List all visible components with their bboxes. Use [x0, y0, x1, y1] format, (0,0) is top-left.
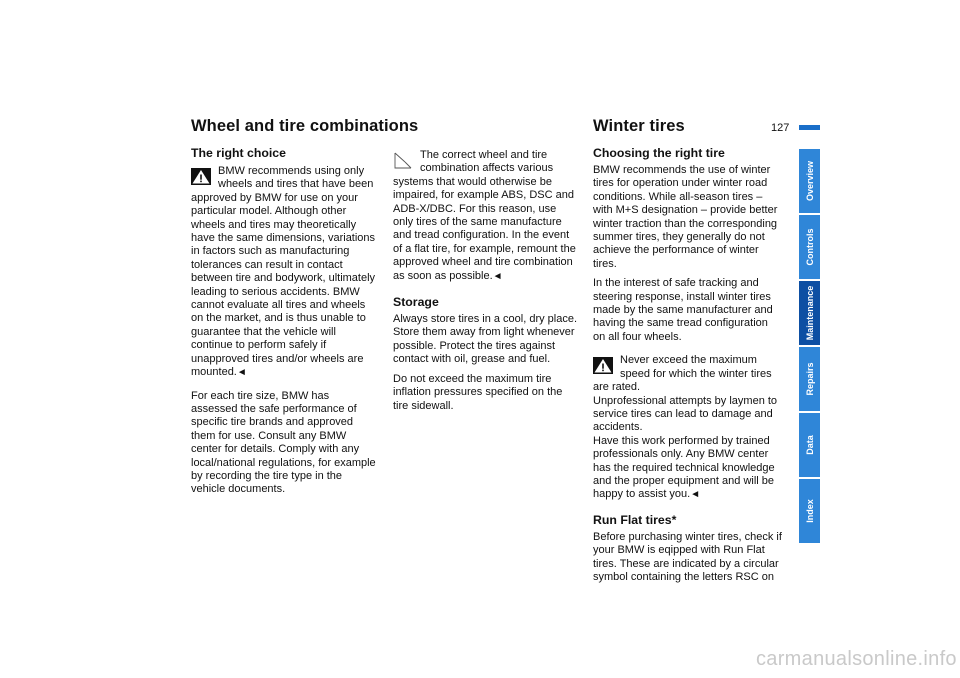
tab-index[interactable]: Index: [799, 479, 820, 543]
end-mark: ◄: [690, 489, 701, 501]
choosing-text-1: BMW recommends the use of winter tires for operation under winter road conditions. While all-season tires – with M+S designation – provide better winter traction than the corresponding summer tires, they generally do not achieve the performance of winter tires.: [593, 164, 778, 270]
section-heading-storage: Storage: [393, 295, 439, 310]
warning-text: BMW recommends using only wheels and tires that have been approved by BMW for use on your particular model. Although other wheels and tires may theoretically have the same dimensions, variations in factors such as manufacturing tolerances can result in contact between tire and bodywork, ultimately leading to serious accidents. BMW cannot evaluate all tires and wheels on the market, and is thus unable to guarantee that the vehicle will continue to perform safely if unapproved tires and/or wheels are mounted.: [191, 165, 376, 379]
tab-repairs[interactable]: Repairs: [799, 347, 820, 411]
note-text: The correct wheel and tire combination affects various systems that would otherwise be impaired, for example ABS, DSC and ADB-X/DBC. For this reason, use only tires of the same manufacture and tread configuration. In the event of a flat tire, for example, remount the approved wheel and tire combination as soon as possible.: [393, 149, 576, 282]
end-mark: ◄: [492, 270, 503, 282]
tab-data[interactable]: Data: [799, 413, 820, 477]
section-heading-right-choice: The right choice: [191, 146, 286, 160]
storage-paragraphs: [393, 313, 579, 413]
warning-icon: [191, 168, 211, 185]
note-block: [393, 149, 579, 283]
warning-icon: [593, 357, 613, 374]
warning-winter-text-2: Unprofessional attempts by laymen to service tires can lead to damage and accidents.: [593, 394, 778, 434]
section-heading-runflat: Run Flat tires*: [593, 512, 677, 527]
page-number-bar: [799, 125, 820, 130]
warning-block-winter: [593, 354, 783, 501]
page-number: 127: [771, 122, 790, 134]
column-3: [593, 146, 783, 590]
tab-overview[interactable]: Overview: [799, 149, 820, 213]
choosing-paragraphs: [593, 164, 783, 344]
body-paragraph: [191, 390, 377, 497]
tab-controls[interactable]: Controls: [799, 215, 820, 279]
page-title-left: Wheel and tire combinations: [191, 117, 419, 135]
section-heading-choosing: Choosing the right tire: [593, 146, 725, 160]
column-1: [191, 146, 377, 503]
runflat-paragraph: [593, 531, 783, 585]
runflat-text: Before purchasing winter tires, check if your BMW is eqipped with Run Flat tires. These are indicated by a circular symbol containing the letters RSC on: [593, 530, 782, 583]
body-text: For each tire size, BMW has assessed the safe performance of specific tire brands and approved them for use. Consult any BMW center for details. Comply with any local/national regulations, for example by recording the tire type in the vehicle documents.: [191, 389, 376, 496]
column-2: [393, 149, 579, 419]
warning-winter-text-1: Never exceed the maximum speed for which the winter tires are rated.: [593, 354, 772, 394]
storage-text-1: Always store tires in a cool, dry place. Store them away from light whenever possible. Protect the tires against contact with oil, grease and fuel.: [393, 313, 578, 366]
storage-text-2: Do not exceed the maximum tire inflation pressures specified on the tire sidewall.: [393, 372, 563, 412]
warning-block: [191, 165, 377, 380]
watermark-text: carmanualsonline.info: [756, 648, 957, 670]
page-title-right: Winter tires: [593, 117, 685, 135]
warning-winter-text-3: Have this work performed by trained professionals only. Any BMW center has the required technical knowledge and the proper equipment and will be happy to assist you.: [593, 434, 775, 501]
end-mark: ◄: [236, 367, 247, 379]
choosing-text-2: In the interest of safe tracking and steering response, install winter tires made by the same manufacturer and having the same tread configuration on all four wheels.: [593, 277, 773, 343]
note-icon: [393, 152, 413, 169]
tab-maintenance[interactable]: Maintenance: [799, 281, 820, 345]
